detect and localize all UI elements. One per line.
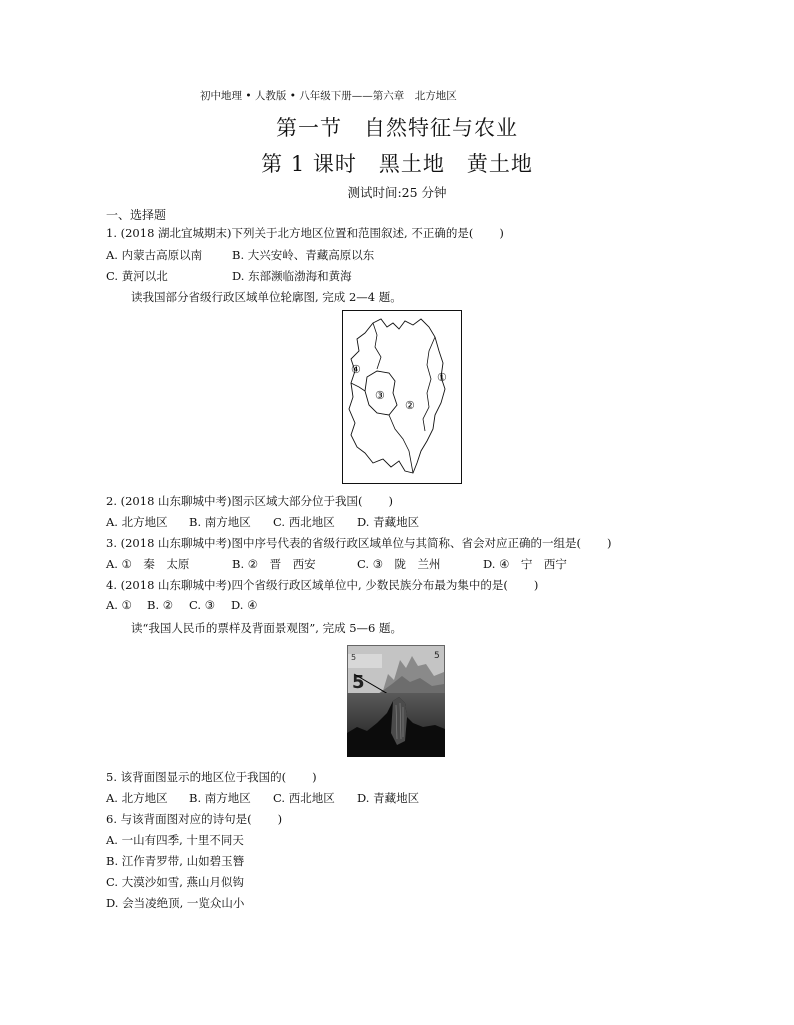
- landscape-photo: [347, 693, 445, 757]
- subject-line: 初中地理 • 人教版 • 八年级下册——第六章 北方地区: [200, 90, 457, 102]
- question-1-option-a: A. 内蒙古高原以南: [106, 248, 203, 262]
- question-4-option-b: B. ②: [147, 598, 174, 612]
- question-3-option-d: D. ④ 宁 西宁: [483, 557, 567, 571]
- question-5-paren: ): [312, 770, 317, 784]
- banknote-image: [347, 645, 445, 695]
- question-3-paren: ): [607, 536, 612, 550]
- question-2-option-b: B. 南方地区: [189, 515, 251, 529]
- landscape-rock-face: [391, 697, 407, 745]
- map-boundary-east: [423, 337, 435, 431]
- question-3-stem: [106, 535, 612, 551]
- question-3-option-b: B. ② 晋 西安: [232, 557, 316, 571]
- map-label-1: ①: [437, 371, 447, 384]
- question-3-stem-text: 3. (2018 山东聊城中考)图中序号代表的省级行政区域单位与其简称、省会对应正确的一组是(: [106, 536, 582, 550]
- question-4-option-c: C. ③: [189, 598, 216, 612]
- question-2-option-a: A. 北方地区: [106, 515, 168, 529]
- question-6-stem-text: 6. 与该背面图对应的诗句是(: [106, 812, 252, 826]
- question-6-stem: [106, 811, 282, 827]
- question-1-option-c: C. 黄河以北: [106, 269, 168, 283]
- map-boundary-north: [373, 323, 381, 369]
- question-5-option-a: A. 北方地区: [106, 791, 168, 805]
- map-label-3: ③: [375, 389, 385, 402]
- question-6-paren: ): [277, 812, 283, 826]
- question-5-stem-text: 5. 该背面图显示的地区位于我国的(: [106, 770, 287, 784]
- question-6-option-d: D. 会当凌绝顶, 一览众山小: [106, 896, 245, 910]
- question-5-option-b: B. 南方地区: [189, 791, 251, 805]
- map-outline-outer: [349, 319, 445, 473]
- question-2-paren: ): [388, 494, 394, 508]
- question-6-option-c: C. 大漠沙如雪, 燕山月似钩: [106, 875, 245, 889]
- question-1-paren: ): [499, 226, 504, 240]
- province-outline-map: [342, 310, 462, 484]
- question-1-option-b: B. 大兴安岭、青藏高原以东: [232, 248, 375, 262]
- question-3-option-a: A. ① 秦 太原: [106, 557, 190, 571]
- banknote-svg: [348, 646, 444, 694]
- banknote-denomination-right: 5: [434, 651, 440, 661]
- map-reading-intro: 读我国部分省级行政区域单位轮廓图, 完成 2—4 题。: [131, 290, 402, 304]
- question-2-stem: [106, 493, 393, 509]
- section-title: 第一节 自然特征与农业: [276, 116, 518, 140]
- question-4-option-d: D. ④: [231, 598, 258, 612]
- question-2-option-d: D. 青藏地区: [357, 515, 420, 529]
- map-label-2: ②: [405, 399, 415, 412]
- province-outline-svg: [343, 311, 461, 483]
- question-5-stem: [106, 769, 317, 785]
- banknote-denomination-left: 5: [351, 653, 357, 662]
- map-boundary-west: [351, 383, 365, 391]
- lesson-title: 第 1 课时 黑土地 黄土地: [261, 152, 533, 176]
- question-1-option-d: D. 东部濒临渤海和黄海: [232, 269, 352, 283]
- question-1-stem: [106, 225, 504, 241]
- question-4-stem-text: 4. (2018 山东聊城中考)四个省级行政区域单位中, 少数民族分布最为集中的是(: [106, 578, 508, 592]
- question-2-option-c: C. 西北地区: [273, 515, 335, 529]
- question-4-stem: [106, 577, 538, 593]
- banknote-denomination-big: 5: [352, 672, 365, 693]
- question-4-paren: ): [533, 578, 539, 592]
- photo-reading-intro: 读“我国人民币的票样及背面景观图”, 完成 5—6 题。: [131, 621, 403, 635]
- test-time: 测试时间:25 分钟: [347, 185, 447, 200]
- question-2-stem-text: 2. (2018 山东聊城中考)图示区域大部分位于我国(: [106, 494, 363, 508]
- question-3-option-c: C. ③ 陇 兰州: [357, 557, 441, 571]
- question-6-option-a: A. 一山有四季, 十里不同天: [106, 833, 244, 847]
- map-label-4: ④: [351, 363, 361, 376]
- question-6-option-b: B. 江作青罗带, 山如碧玉簪: [106, 854, 245, 868]
- question-5-option-c: C. 西北地区: [273, 791, 335, 805]
- section-heading: 一、选择题: [106, 208, 167, 222]
- landscape-svg: [347, 693, 445, 757]
- question-4-option-a: A. ①: [106, 598, 132, 612]
- question-1-stem-text: 1. (2018 湖北宜城期末)下列关于北方地区位置和范围叙述, 不正确的是(: [106, 226, 474, 240]
- question-5-option-d: D. 青藏地区: [357, 791, 420, 805]
